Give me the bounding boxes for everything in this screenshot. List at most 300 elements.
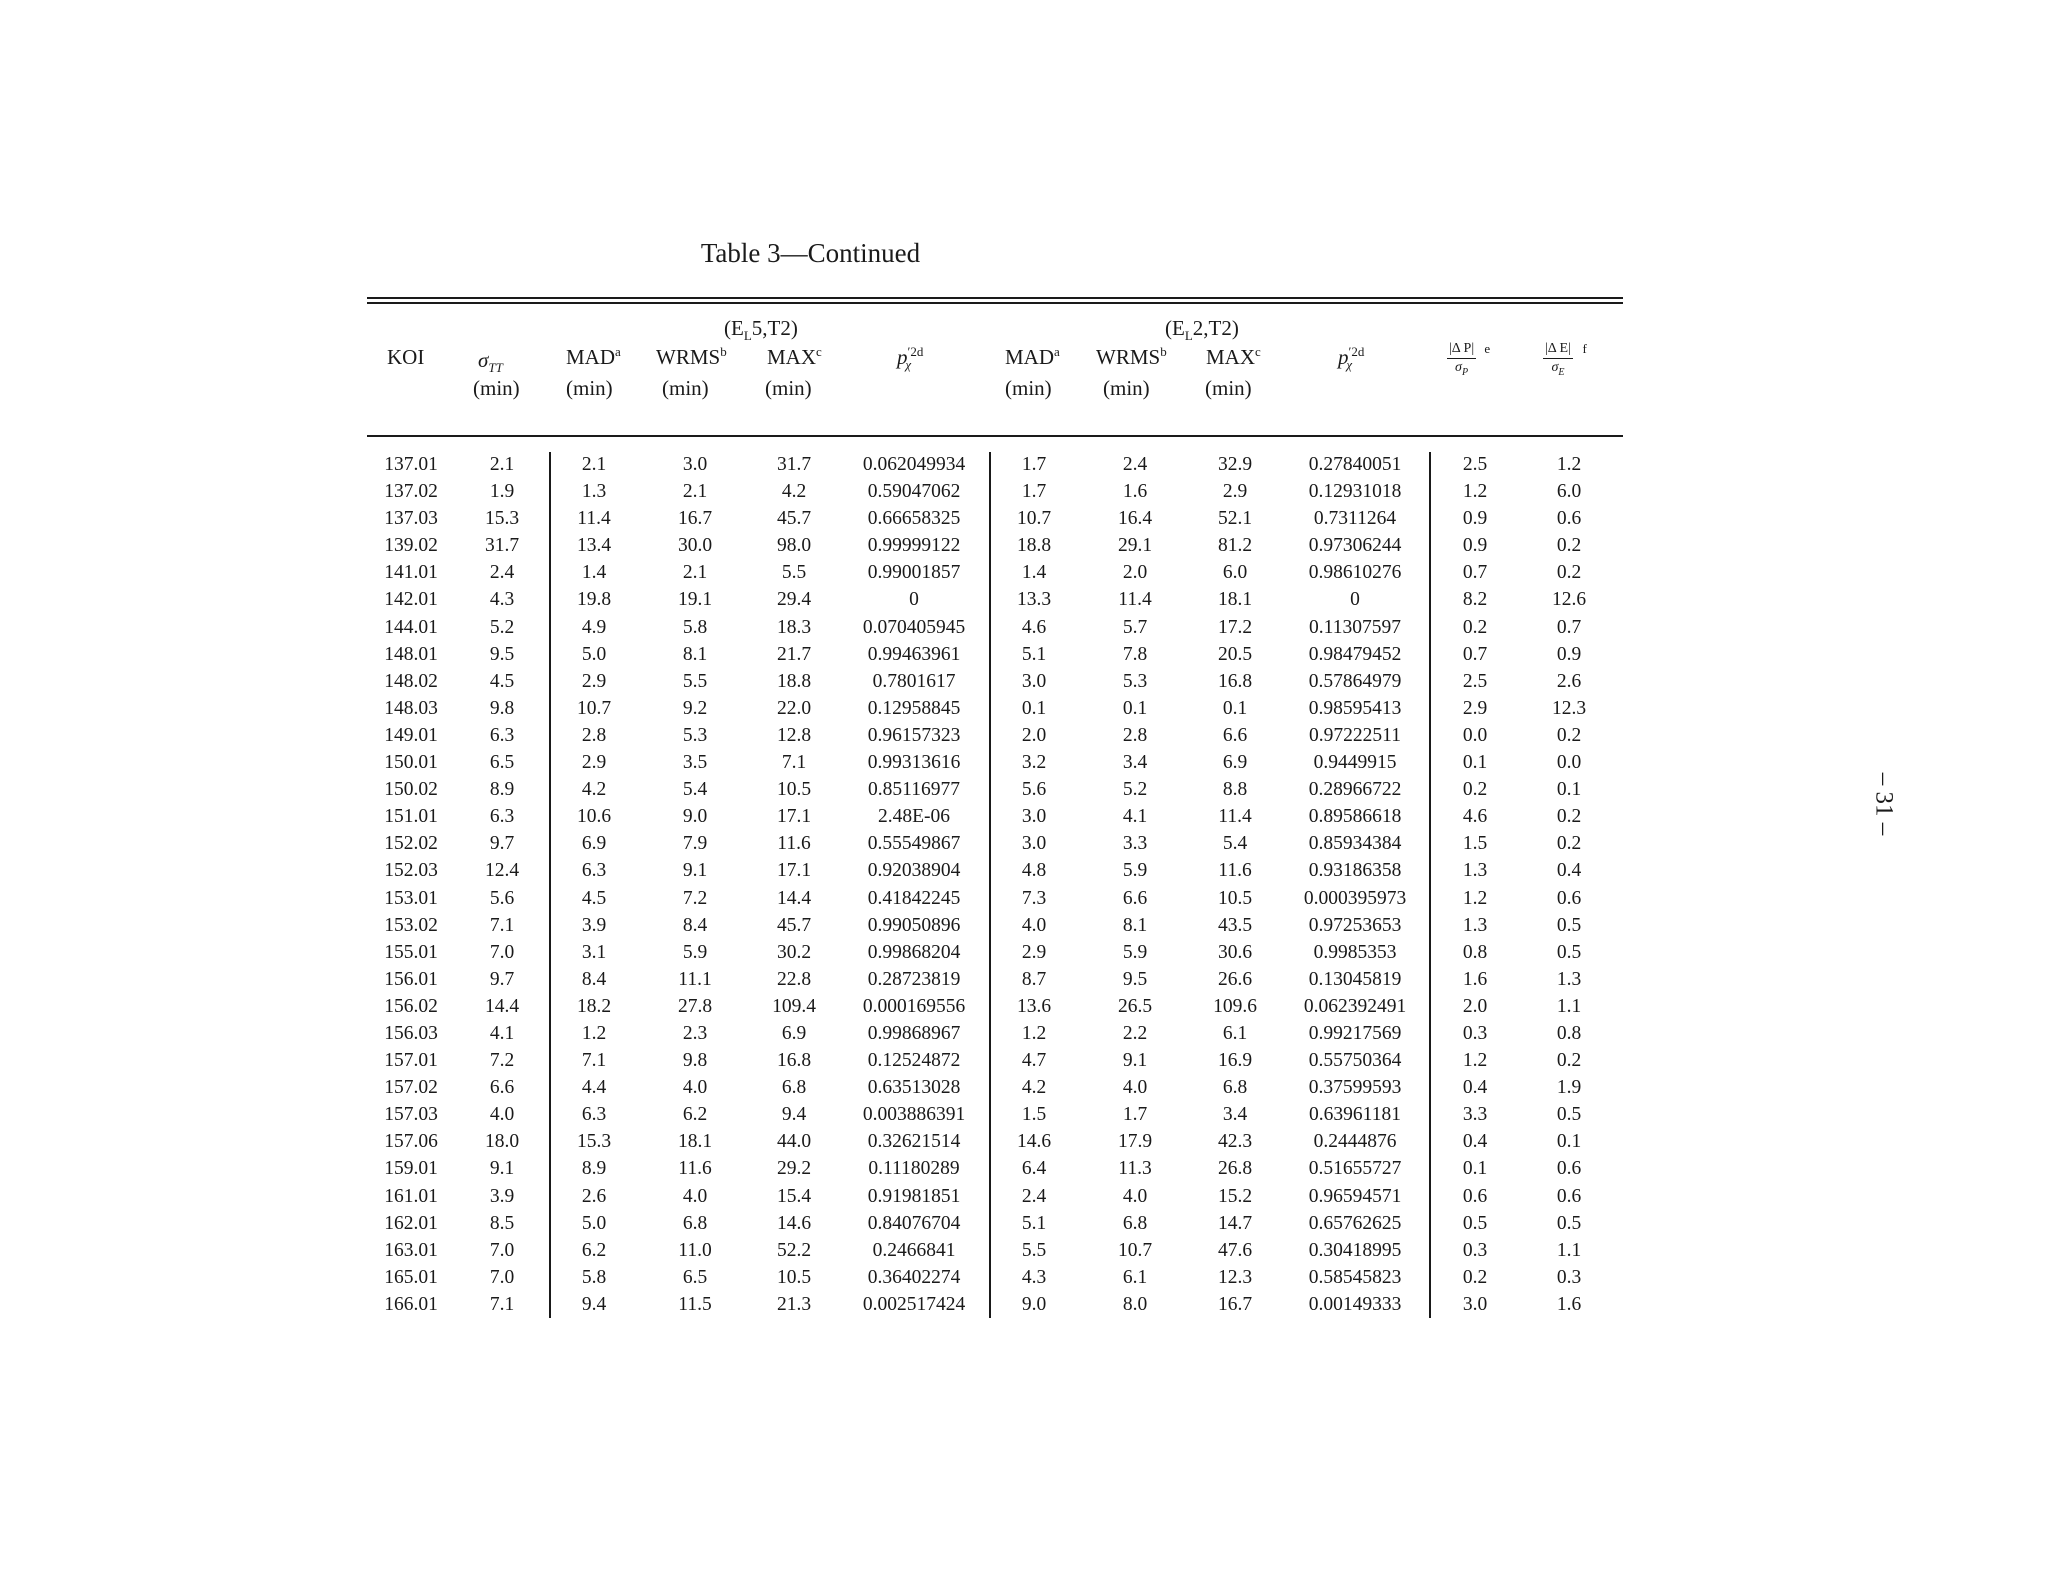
table-row bbox=[0, 1155, 2048, 1182]
cell-mad-1: 10.6 bbox=[576, 806, 612, 828]
cell-max-1: 9.4 bbox=[781, 1104, 807, 1126]
cell-wrms-1: 9.8 bbox=[682, 1050, 708, 1072]
cell-max-2: 26.6 bbox=[1217, 968, 1253, 990]
cell-max-2: 5.4 bbox=[1222, 833, 1248, 855]
cell-mad-2: 1.2 bbox=[1021, 1022, 1047, 1044]
cell-max-1: 17.1 bbox=[776, 860, 812, 882]
cell-p-chi-1: 0.99999122 bbox=[867, 535, 961, 557]
cell-max-1: 11.6 bbox=[777, 833, 811, 855]
cell-delta-e: 0.7 bbox=[1556, 616, 1582, 638]
cell-delta-e: 2.6 bbox=[1556, 670, 1582, 692]
cell-delta-e: 1.1 bbox=[1556, 1239, 1582, 1261]
cell-sigma-tt: 5.2 bbox=[489, 616, 515, 638]
cell-wrms-2: 2.4 bbox=[1122, 454, 1148, 475]
cell-wrms-2: 1.6 bbox=[1122, 481, 1148, 503]
cell-delta-p: 0.7 bbox=[1462, 643, 1488, 665]
cell-mad-1: 4.2 bbox=[581, 779, 607, 801]
cell-delta-e: 6.0 bbox=[1556, 481, 1582, 503]
cell-max-1: 18.8 bbox=[776, 670, 812, 692]
cell-p-chi-2: 0.99217569 bbox=[1308, 1022, 1402, 1044]
cell-koi: 137.03 bbox=[384, 508, 438, 530]
cell-max-1: 14.4 bbox=[776, 887, 812, 909]
cell-wrms-2: 3.3 bbox=[1122, 833, 1148, 855]
cell-p-chi-2: 0.12931018 bbox=[1308, 481, 1402, 503]
cell-koi: 156.01 bbox=[384, 968, 438, 990]
cell-wrms-1: 9.0 bbox=[682, 806, 708, 828]
cell-max-1: 14.6 bbox=[776, 1212, 812, 1234]
cell-max-1: 17.1 bbox=[776, 806, 812, 828]
cell-sigma-tt: 4.1 bbox=[489, 1022, 515, 1044]
cell-p-chi-2: 0.00149333 bbox=[1308, 1293, 1402, 1315]
cell-wrms-2: 4.0 bbox=[1122, 1077, 1148, 1099]
cell-delta-e: 12.3 bbox=[1551, 697, 1587, 719]
cell-wrms-1: 7.2 bbox=[682, 887, 708, 909]
cell-koi: 148.03 bbox=[384, 697, 438, 719]
cell-max-2: 20.5 bbox=[1217, 643, 1253, 665]
cell-mad-2: 1.5 bbox=[1021, 1104, 1047, 1126]
cell-sigma-tt: 4.3 bbox=[489, 589, 515, 611]
cell-wrms-2: 4.1 bbox=[1122, 806, 1148, 828]
cell-mad-2: 14.6 bbox=[1016, 1131, 1052, 1153]
cell-p-chi-1: 0.55549867 bbox=[867, 833, 961, 855]
page-number: – 31 – bbox=[1870, 772, 1898, 836]
table-row bbox=[0, 857, 2048, 884]
cell-sigma-tt: 9.5 bbox=[489, 643, 515, 665]
cell-mad-1: 6.3 bbox=[581, 1104, 607, 1126]
delta-p-note: e bbox=[1484, 341, 1491, 356]
cell-p-chi-1: 0.36402274 bbox=[867, 1266, 961, 1288]
table-row bbox=[0, 1101, 2048, 1128]
sigma-symbol: σ bbox=[1551, 360, 1559, 375]
mad-label: MAD bbox=[566, 345, 616, 369]
cell-wrms-1: 2.3 bbox=[682, 1022, 708, 1044]
cell-koi: 137.01 bbox=[384, 454, 438, 475]
cell-wrms-2: 3.4 bbox=[1122, 752, 1148, 774]
cell-p-chi-2: 0.65762625 bbox=[1308, 1212, 1402, 1234]
table-row bbox=[0, 1264, 2048, 1291]
table-row bbox=[0, 586, 2048, 613]
cell-max-1: 6.9 bbox=[781, 1022, 807, 1044]
cell-max-1: 29.4 bbox=[776, 589, 812, 611]
cell-max-2: 30.6 bbox=[1217, 941, 1253, 963]
cell-mad-1: 8.9 bbox=[581, 1158, 607, 1180]
cell-delta-e: 1.9 bbox=[1556, 1077, 1582, 1099]
cell-p-chi-2: 0.97222511 bbox=[1309, 724, 1401, 746]
delta-e-denominator bbox=[1543, 359, 1573, 378]
cell-sigma-tt: 6.5 bbox=[489, 752, 515, 774]
cell-delta-p: 0.9 bbox=[1462, 508, 1488, 530]
cell-wrms-1: 19.1 bbox=[677, 589, 713, 611]
cell-p-chi-1: 0.99868204 bbox=[867, 941, 961, 963]
cell-koi: 141.01 bbox=[384, 562, 438, 584]
cell-wrms-1: 11.0 bbox=[678, 1239, 712, 1261]
cell-delta-p: 0.3 bbox=[1462, 1239, 1488, 1261]
max-note: c bbox=[816, 344, 822, 359]
cell-wrms-1: 9.2 bbox=[682, 697, 708, 719]
col-header-mad-1 bbox=[566, 344, 621, 369]
cell-delta-p: 2.5 bbox=[1462, 670, 1488, 692]
cell-mad-2: 10.7 bbox=[1016, 508, 1052, 530]
group-header-el5-t2 bbox=[724, 318, 798, 342]
cell-p-chi-1: 0.062049934 bbox=[862, 454, 966, 475]
col-header-max-1 bbox=[767, 344, 822, 369]
cell-koi: 165.01 bbox=[384, 1266, 438, 1288]
cell-delta-p: 1.2 bbox=[1462, 887, 1488, 909]
cell-p-chi-2: 0.9985353 bbox=[1313, 941, 1397, 963]
cell-delta-p: 0.8 bbox=[1462, 941, 1488, 963]
wrms-label: WRMS bbox=[1096, 345, 1161, 369]
cell-sigma-tt: 7.0 bbox=[489, 941, 515, 963]
cell-wrms-1: 30.0 bbox=[677, 535, 713, 557]
table-row bbox=[0, 559, 2048, 586]
table-row bbox=[0, 614, 2048, 641]
cell-max-2: 6.9 bbox=[1222, 752, 1248, 774]
cell-delta-p: 0.3 bbox=[1462, 1022, 1488, 1044]
cell-max-2: 17.2 bbox=[1217, 616, 1253, 638]
cell-mad-1: 7.1 bbox=[581, 1050, 607, 1072]
group-header-el2-t2 bbox=[1165, 318, 1239, 342]
cell-sigma-tt: 8.9 bbox=[489, 779, 515, 801]
p-sub: χ bbox=[1346, 357, 1353, 373]
p-sup: ′2d bbox=[907, 344, 924, 359]
cell-wrms-1: 7.9 bbox=[682, 833, 708, 855]
unit-max-1: (min) bbox=[765, 376, 812, 400]
cell-max-2: 0.1 bbox=[1222, 697, 1248, 719]
table-row bbox=[0, 830, 2048, 857]
cell-max-1: 5.5 bbox=[781, 562, 807, 584]
group1-prefix: (E bbox=[724, 316, 744, 340]
cell-p-chi-1: 0.59047062 bbox=[867, 481, 961, 503]
cell-koi: 152.02 bbox=[384, 833, 438, 855]
cell-koi: 144.01 bbox=[384, 616, 438, 638]
top-rule-double bbox=[367, 302, 1623, 304]
cell-mad-1: 18.2 bbox=[576, 995, 612, 1017]
cell-p-chi-1: 2.48E-06 bbox=[877, 806, 951, 828]
cell-wrms-1: 6.5 bbox=[682, 1266, 708, 1288]
cell-p-chi-2: 0.55750364 bbox=[1308, 1050, 1402, 1072]
cell-mad-2: 2.0 bbox=[1021, 724, 1047, 746]
cell-wrms-1: 2.1 bbox=[682, 562, 708, 584]
cell-p-chi-2: 0.2444876 bbox=[1313, 1131, 1397, 1153]
cell-koi: 156.02 bbox=[384, 995, 438, 1017]
cell-p-chi-2: 0.37599593 bbox=[1308, 1077, 1402, 1099]
cell-delta-p: 0.1 bbox=[1462, 752, 1488, 774]
cell-mad-2: 13.3 bbox=[1016, 589, 1052, 611]
table-row bbox=[0, 451, 2048, 478]
cell-koi: 159.01 bbox=[384, 1158, 438, 1180]
cell-delta-p: 0.6 bbox=[1462, 1185, 1488, 1207]
cell-sigma-tt: 6.3 bbox=[489, 724, 515, 746]
cell-p-chi-2: 0.13045819 bbox=[1308, 968, 1402, 990]
cell-max-1: 52.2 bbox=[776, 1239, 812, 1261]
cell-mad-2: 13.6 bbox=[1016, 995, 1052, 1017]
cell-sigma-tt: 7.0 bbox=[489, 1239, 515, 1261]
cell-mad-2: 5.1 bbox=[1021, 1212, 1047, 1234]
cell-p-chi-2: 0.63961181 bbox=[1309, 1104, 1401, 1126]
cell-delta-p: 0.5 bbox=[1462, 1212, 1488, 1234]
cell-mad-1: 1.2 bbox=[581, 1022, 607, 1044]
cell-wrms-1: 8.1 bbox=[682, 643, 708, 665]
table-row bbox=[0, 668, 2048, 695]
cell-sigma-tt: 9.7 bbox=[489, 833, 515, 855]
cell-delta-e: 0.2 bbox=[1556, 535, 1582, 557]
cell-p-chi-2: 0.97253653 bbox=[1308, 914, 1402, 936]
cell-delta-p: 1.3 bbox=[1462, 914, 1488, 936]
cell-p-chi-2: 0.89586618 bbox=[1308, 806, 1402, 828]
table-row bbox=[0, 532, 2048, 559]
cell-wrms-1: 9.1 bbox=[682, 860, 708, 882]
cell-delta-p: 8.2 bbox=[1462, 589, 1488, 611]
cell-mad-2: 3.0 bbox=[1021, 670, 1047, 692]
cell-max-1: 15.4 bbox=[776, 1185, 812, 1207]
cell-mad-2: 5.5 bbox=[1021, 1239, 1047, 1261]
cell-p-chi-2: 0.51655727 bbox=[1308, 1158, 1402, 1180]
cell-p-chi-2: 0.9449915 bbox=[1313, 752, 1397, 774]
delta-p-denominator bbox=[1447, 359, 1476, 378]
unit-sigma: (min) bbox=[473, 376, 520, 400]
cell-max-2: 15.2 bbox=[1217, 1185, 1253, 1207]
cell-sigma-tt: 7.1 bbox=[489, 914, 515, 936]
delta-p-numerator: |Δ P| bbox=[1447, 342, 1476, 359]
cell-max-1: 7.1 bbox=[781, 752, 807, 774]
cell-koi: 153.02 bbox=[384, 914, 438, 936]
cell-mad-2: 5.1 bbox=[1021, 643, 1047, 665]
delta-e-numerator: |Δ E| bbox=[1543, 342, 1573, 359]
cell-max-1: 109.4 bbox=[772, 995, 816, 1017]
col-header-p-chi-1 bbox=[897, 344, 924, 373]
cell-max-1: 21.3 bbox=[776, 1293, 812, 1315]
cell-delta-p: 2.5 bbox=[1462, 454, 1488, 475]
table-row bbox=[0, 505, 2048, 532]
cell-koi: 150.02 bbox=[384, 779, 438, 801]
cell-delta-e: 0.1 bbox=[1556, 779, 1582, 801]
table-row bbox=[0, 1237, 2048, 1264]
cell-delta-p: 0.4 bbox=[1462, 1077, 1488, 1099]
table-row bbox=[0, 1074, 2048, 1101]
table-caption: Table 3—Continued bbox=[700, 238, 921, 268]
sigma-sub: P bbox=[1461, 366, 1469, 378]
cell-wrms-2: 2.0 bbox=[1122, 562, 1148, 584]
cell-p-chi-2: 0.11307597 bbox=[1309, 616, 1401, 638]
cell-p-chi-2: 0.85934384 bbox=[1308, 833, 1402, 855]
header-rule bbox=[367, 435, 1623, 437]
cell-delta-p: 1.6 bbox=[1462, 968, 1488, 990]
p-sup: ′2d bbox=[1348, 344, 1365, 359]
cell-sigma-tt: 7.0 bbox=[489, 1266, 515, 1288]
cell-delta-p: 1.2 bbox=[1462, 1050, 1488, 1072]
table-body bbox=[0, 451, 2048, 1318]
cell-delta-p: 0.0 bbox=[1462, 724, 1488, 746]
cell-p-chi-1: 0.99313616 bbox=[867, 752, 961, 774]
cell-p-chi-1: 0.2466841 bbox=[872, 1239, 956, 1261]
cell-delta-e: 0.4 bbox=[1556, 860, 1582, 882]
cell-koi: 150.01 bbox=[384, 752, 438, 774]
cell-p-chi-1: 0.92038904 bbox=[867, 860, 961, 882]
cell-wrms-1: 5.5 bbox=[682, 670, 708, 692]
cell-max-2: 52.1 bbox=[1217, 508, 1253, 530]
cell-p-chi-2: 0.97306244 bbox=[1308, 535, 1402, 557]
cell-delta-p: 4.6 bbox=[1462, 806, 1488, 828]
cell-wrms-2: 8.0 bbox=[1122, 1293, 1148, 1315]
cell-max-1: 22.0 bbox=[776, 697, 812, 719]
cell-wrms-2: 16.4 bbox=[1117, 508, 1153, 530]
cell-delta-p: 1.5 bbox=[1462, 833, 1488, 855]
cell-p-chi-1: 0 bbox=[909, 589, 919, 611]
sigma-symbol: σ bbox=[478, 348, 489, 372]
cell-wrms-2: 9.1 bbox=[1122, 1050, 1148, 1072]
table-row bbox=[0, 478, 2048, 505]
cell-p-chi-2: 0.000395973 bbox=[1303, 887, 1407, 909]
cell-mad-2: 9.0 bbox=[1021, 1293, 1047, 1315]
cell-max-2: 12.3 bbox=[1217, 1266, 1253, 1288]
col-header-max-2 bbox=[1206, 344, 1261, 369]
cell-max-2: 14.7 bbox=[1217, 1212, 1253, 1234]
cell-wrms-2: 1.7 bbox=[1122, 1104, 1148, 1126]
cell-delta-e: 0.5 bbox=[1556, 914, 1582, 936]
cell-delta-p: 0.9 bbox=[1462, 535, 1488, 557]
p-sub: χ bbox=[905, 357, 912, 373]
cell-sigma-tt: 31.7 bbox=[484, 535, 520, 557]
cell-wrms-1: 4.0 bbox=[682, 1185, 708, 1207]
cell-mad-1: 2.8 bbox=[581, 724, 607, 746]
cell-p-chi-1: 0.99050896 bbox=[867, 914, 961, 936]
cell-p-chi-2: 0.58545823 bbox=[1308, 1266, 1402, 1288]
cell-delta-e: 0.5 bbox=[1556, 941, 1582, 963]
cell-max-1: 6.8 bbox=[781, 1077, 807, 1099]
cell-delta-e: 0.6 bbox=[1556, 508, 1582, 530]
cell-mad-2: 0.1 bbox=[1021, 697, 1047, 719]
cell-mad-2: 18.8 bbox=[1016, 535, 1052, 557]
group2-tail: 2,T2) bbox=[1192, 316, 1239, 340]
cell-max-1: 4.2 bbox=[781, 481, 807, 503]
cell-mad-1: 5.0 bbox=[581, 1212, 607, 1234]
table-row bbox=[0, 1128, 2048, 1155]
cell-delta-p: 2.9 bbox=[1462, 697, 1488, 719]
table-row bbox=[0, 749, 2048, 776]
cell-delta-e: 0.5 bbox=[1556, 1104, 1582, 1126]
cell-delta-p: 0.7 bbox=[1462, 562, 1488, 584]
p-symbol: p bbox=[897, 345, 908, 369]
cell-delta-e: 0.2 bbox=[1556, 724, 1582, 746]
top-rule bbox=[367, 297, 1623, 299]
cell-koi: 151.01 bbox=[384, 806, 438, 828]
cell-wrms-1: 8.4 bbox=[682, 914, 708, 936]
cell-p-chi-1: 0.85116977 bbox=[868, 779, 960, 801]
cell-koi: 155.01 bbox=[384, 941, 438, 963]
cell-sigma-tt: 1.9 bbox=[489, 481, 515, 503]
cell-sigma-tt: 9.8 bbox=[489, 697, 515, 719]
cell-max-2: 16.7 bbox=[1217, 1293, 1253, 1315]
cell-wrms-2: 2.2 bbox=[1122, 1022, 1148, 1044]
cell-mad-1: 5.8 bbox=[581, 1266, 607, 1288]
cell-p-chi-2: 0.062392491 bbox=[1303, 995, 1407, 1017]
cell-p-chi-1: 0.96157323 bbox=[867, 724, 961, 746]
cell-delta-p: 2.0 bbox=[1462, 995, 1488, 1017]
cell-delta-p: 1.3 bbox=[1462, 860, 1488, 882]
mad-note: a bbox=[615, 344, 621, 359]
wrms-label: WRMS bbox=[656, 345, 721, 369]
cell-p-chi-2: 0.98479452 bbox=[1308, 643, 1402, 665]
group2-prefix: (E bbox=[1165, 316, 1185, 340]
cell-p-chi-2: 0.28966722 bbox=[1308, 779, 1402, 801]
cell-delta-e: 0.8 bbox=[1556, 1022, 1582, 1044]
table-row bbox=[0, 912, 2048, 939]
cell-wrms-2: 8.1 bbox=[1122, 914, 1148, 936]
cell-max-2: 32.9 bbox=[1217, 454, 1253, 475]
cell-max-2: 42.3 bbox=[1217, 1131, 1253, 1153]
cell-max-2: 10.5 bbox=[1217, 887, 1253, 909]
cell-p-chi-2: 0.30418995 bbox=[1308, 1239, 1402, 1261]
cell-wrms-1: 3.0 bbox=[682, 454, 708, 475]
table-row bbox=[0, 695, 2048, 722]
cell-mad-2: 8.7 bbox=[1021, 968, 1047, 990]
cell-p-chi-1: 0.66658325 bbox=[867, 508, 961, 530]
cell-wrms-1: 16.7 bbox=[677, 508, 713, 530]
cell-wrms-2: 6.8 bbox=[1122, 1212, 1148, 1234]
cell-max-1: 45.7 bbox=[776, 508, 812, 530]
cell-p-chi-1: 0.28723819 bbox=[867, 968, 961, 990]
table-row bbox=[0, 993, 2048, 1020]
cell-mad-2: 4.2 bbox=[1021, 1077, 1047, 1099]
col-header-p-chi-2 bbox=[1338, 344, 1365, 373]
cell-wrms-2: 11.3 bbox=[1118, 1158, 1152, 1180]
cell-max-2: 8.8 bbox=[1222, 779, 1248, 801]
max-note: c bbox=[1255, 344, 1261, 359]
cell-p-chi-1: 0.99463961 bbox=[867, 643, 961, 665]
cell-wrms-2: 6.1 bbox=[1122, 1266, 1148, 1288]
cell-mad-1: 5.0 bbox=[581, 643, 607, 665]
cell-delta-e: 0.6 bbox=[1556, 1185, 1582, 1207]
cell-wrms-2: 10.7 bbox=[1117, 1239, 1153, 1261]
cell-mad-1: 10.7 bbox=[576, 697, 612, 719]
table-row bbox=[0, 1291, 2048, 1318]
cell-sigma-tt: 9.7 bbox=[489, 968, 515, 990]
cell-mad-1: 1.4 bbox=[581, 562, 607, 584]
cell-delta-e: 0.2 bbox=[1556, 1050, 1582, 1072]
cell-koi: 148.02 bbox=[384, 670, 438, 692]
cell-wrms-1: 3.5 bbox=[682, 752, 708, 774]
cell-p-chi-1: 0.7801617 bbox=[872, 670, 956, 692]
col-header-koi: KOI bbox=[387, 345, 425, 369]
table-row bbox=[0, 1210, 2048, 1237]
cell-delta-e: 0.1 bbox=[1556, 1131, 1582, 1153]
cell-sigma-tt: 7.2 bbox=[489, 1050, 515, 1072]
cell-p-chi-1: 0.11180289 bbox=[868, 1158, 960, 1180]
cell-sigma-tt: 4.5 bbox=[489, 670, 515, 692]
cell-p-chi-1: 0.070405945 bbox=[862, 616, 966, 638]
cell-wrms-2: 29.1 bbox=[1117, 535, 1153, 557]
cell-koi: 149.01 bbox=[384, 724, 438, 746]
table-row bbox=[0, 803, 2048, 830]
cell-wrms-1: 18.1 bbox=[677, 1131, 713, 1153]
cell-max-2: 6.8 bbox=[1222, 1077, 1248, 1099]
cell-max-2: 47.6 bbox=[1217, 1239, 1253, 1261]
cell-max-2: 11.6 bbox=[1218, 860, 1252, 882]
cell-mad-2: 5.6 bbox=[1021, 779, 1047, 801]
cell-wrms-1: 27.8 bbox=[677, 995, 713, 1017]
cell-p-chi-2: 0.98595413 bbox=[1308, 697, 1402, 719]
sigma-sub: E bbox=[1558, 366, 1565, 378]
cell-wrms-1: 2.1 bbox=[682, 481, 708, 503]
table-row bbox=[0, 776, 2048, 803]
cell-mad-2: 4.7 bbox=[1021, 1050, 1047, 1072]
cell-p-chi-2: 0 bbox=[1350, 589, 1360, 611]
table-row bbox=[0, 722, 2048, 749]
cell-mad-2: 4.3 bbox=[1021, 1266, 1047, 1288]
cell-mad-2: 2.4 bbox=[1021, 1185, 1047, 1207]
cell-sigma-tt: 6.6 bbox=[489, 1077, 515, 1099]
table-row bbox=[0, 1020, 2048, 1047]
